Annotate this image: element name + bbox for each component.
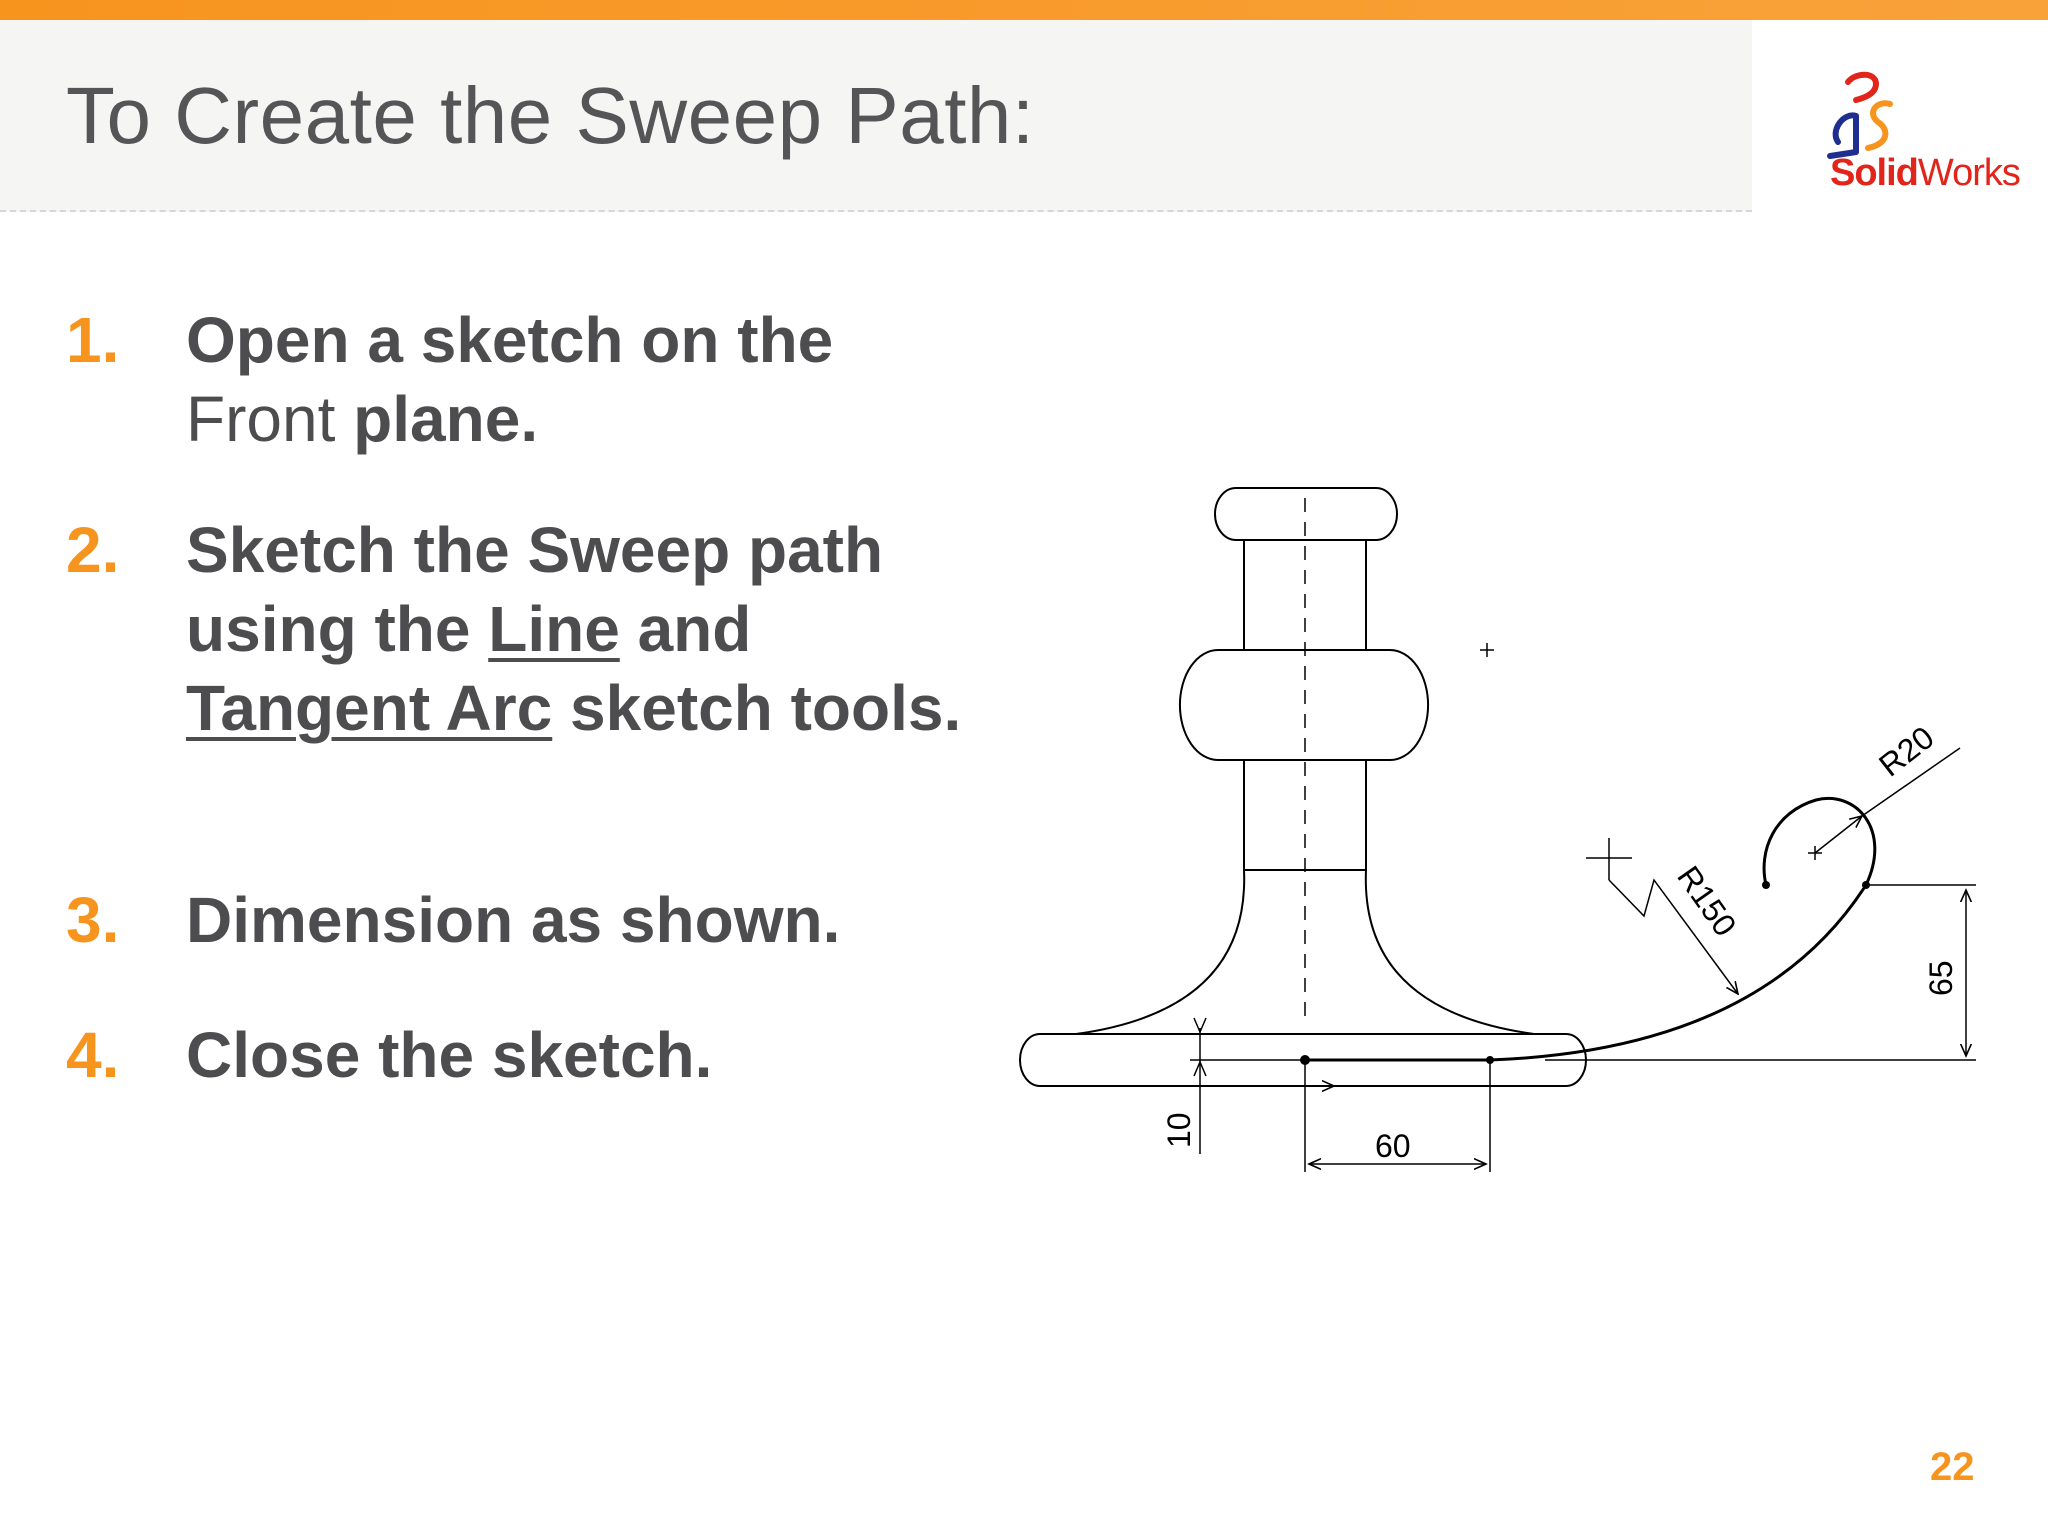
page-number: 22	[1930, 1445, 1975, 1489]
logo-text-regular: Works	[1917, 152, 2020, 194]
path-start-point	[1300, 1055, 1310, 1065]
step-2-number: 2.	[66, 514, 120, 586]
step-1-front: Front	[186, 383, 336, 455]
step-4-number: 4.	[66, 1019, 120, 1091]
step-1-line1: Open a sketch on the	[186, 304, 834, 376]
small-cross	[1480, 643, 1494, 657]
line-tool-link[interactable]: Line	[488, 593, 620, 665]
line-end-point	[1486, 1056, 1494, 1064]
step-2-part1: Sketch the Sweep path using the	[186, 514, 884, 665]
dim-small-radius-label: R20	[1872, 719, 1941, 784]
tangent-arc-r20	[1764, 798, 1875, 885]
dim-large-radius-label: R150	[1670, 859, 1744, 943]
tangent-arc-tool-link[interactable]: Tangent Arc	[186, 672, 553, 744]
middle-ring-outline	[1180, 650, 1428, 760]
arc-join-point	[1862, 881, 1870, 889]
dim-thickness-label: 10	[1161, 1112, 1197, 1148]
dim-length-label: 60	[1375, 1128, 1411, 1164]
path-end-point	[1762, 881, 1770, 889]
logo-text-bold: Solid	[1830, 152, 1918, 194]
step-3-text: Dimension as shown.	[186, 884, 841, 956]
flare-right	[1366, 870, 1534, 1034]
step-1-number: 1.	[66, 304, 120, 376]
step-1-plane: plane.	[335, 383, 539, 455]
step-3-number: 3.	[66, 884, 120, 956]
top-cap-outline	[1215, 488, 1397, 540]
page-title: To Create the Sweep Path:	[66, 71, 1035, 160]
step-2-part2: and	[619, 593, 752, 665]
arc-center-mark	[1586, 838, 1632, 880]
r20-leader	[1815, 816, 1862, 853]
step-2-part3: sketch tools.	[552, 672, 962, 744]
dim-height-label: 65	[1923, 960, 1959, 996]
step-4-text: Close the sketch.	[186, 1019, 713, 1091]
flare-left	[1076, 870, 1244, 1034]
